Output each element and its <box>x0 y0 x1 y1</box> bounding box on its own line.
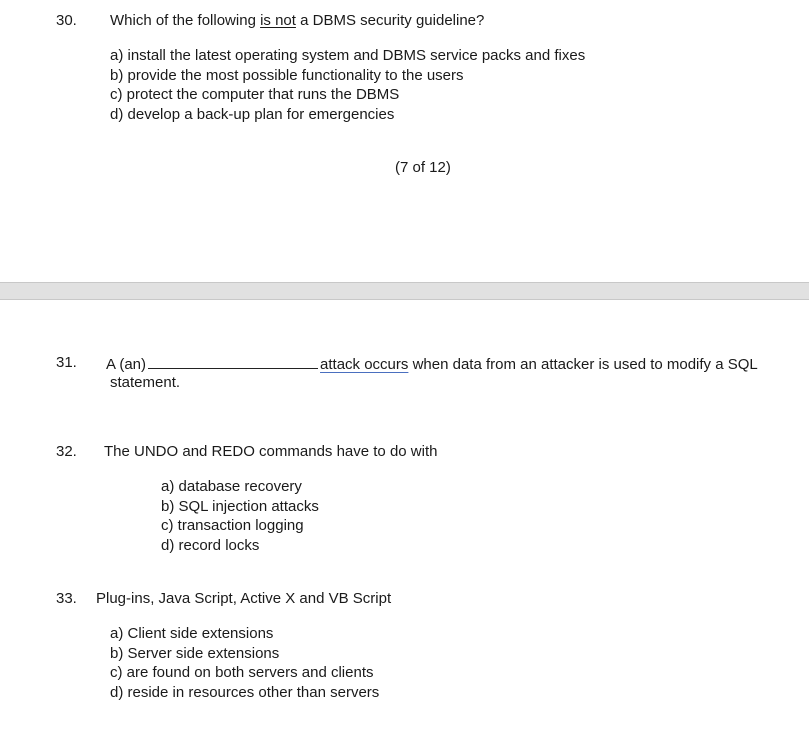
page-indicator: (7 of 12) <box>395 159 451 176</box>
question-30-text <box>110 12 484 29</box>
question-31-linked-text: attack occurs <box>320 356 409 373</box>
question-33-number: 33. <box>56 590 77 607</box>
page-break <box>0 282 809 300</box>
question-30-options <box>110 46 585 124</box>
question-31-text <box>106 354 758 373</box>
question-33-option-a: a) Client side extensions <box>110 625 274 642</box>
question-31-text-line2: statement. <box>110 374 181 391</box>
question-30-text-before: Which of the following <box>110 12 261 29</box>
question-32-options <box>161 477 319 555</box>
answer-blank <box>148 354 318 369</box>
question-31-text-after: when data from an attacker is used to modify a SQL <box>408 356 758 373</box>
question-32-text: The UNDO and REDO commands have to do with <box>104 443 438 460</box>
question-32-option-d: d) record locks <box>161 536 260 554</box>
question-30-text-after: a DBMS security guideline? <box>295 12 485 29</box>
question-31-text-before: A (an) <box>106 356 147 373</box>
question-33-options <box>110 624 379 702</box>
question-30-option-a: a) install the latest operating system and DBMS service packs and fixes <box>110 47 586 64</box>
question-32-number: 32. <box>56 443 77 460</box>
question-30-number: 30. <box>56 12 77 29</box>
question-33-option-d: d) reside in resources other than servers <box>110 683 380 701</box>
question-30-emphasis: is not <box>260 12 296 29</box>
question-30-option-b: b) provide the most possible functionality to the users <box>110 66 464 84</box>
question-32-option-a: a) database recovery <box>161 478 302 495</box>
question-31-number: 31. <box>56 354 77 371</box>
question-33-text: Plug-ins, Java Script, Active X and VB Script <box>96 590 392 607</box>
question-32-option-c: c) transaction logging <box>161 517 304 534</box>
question-30-option-c: c) protect the computer that runs the DBMS <box>110 86 400 103</box>
question-33-option-c: c) are found on both servers and clients <box>110 664 374 681</box>
question-30-option-d: d) develop a back-up plan for emergencies <box>110 105 395 123</box>
question-32-option-b: b) SQL injection attacks <box>161 497 319 515</box>
question-33-option-b: b) Server side extensions <box>110 644 280 662</box>
